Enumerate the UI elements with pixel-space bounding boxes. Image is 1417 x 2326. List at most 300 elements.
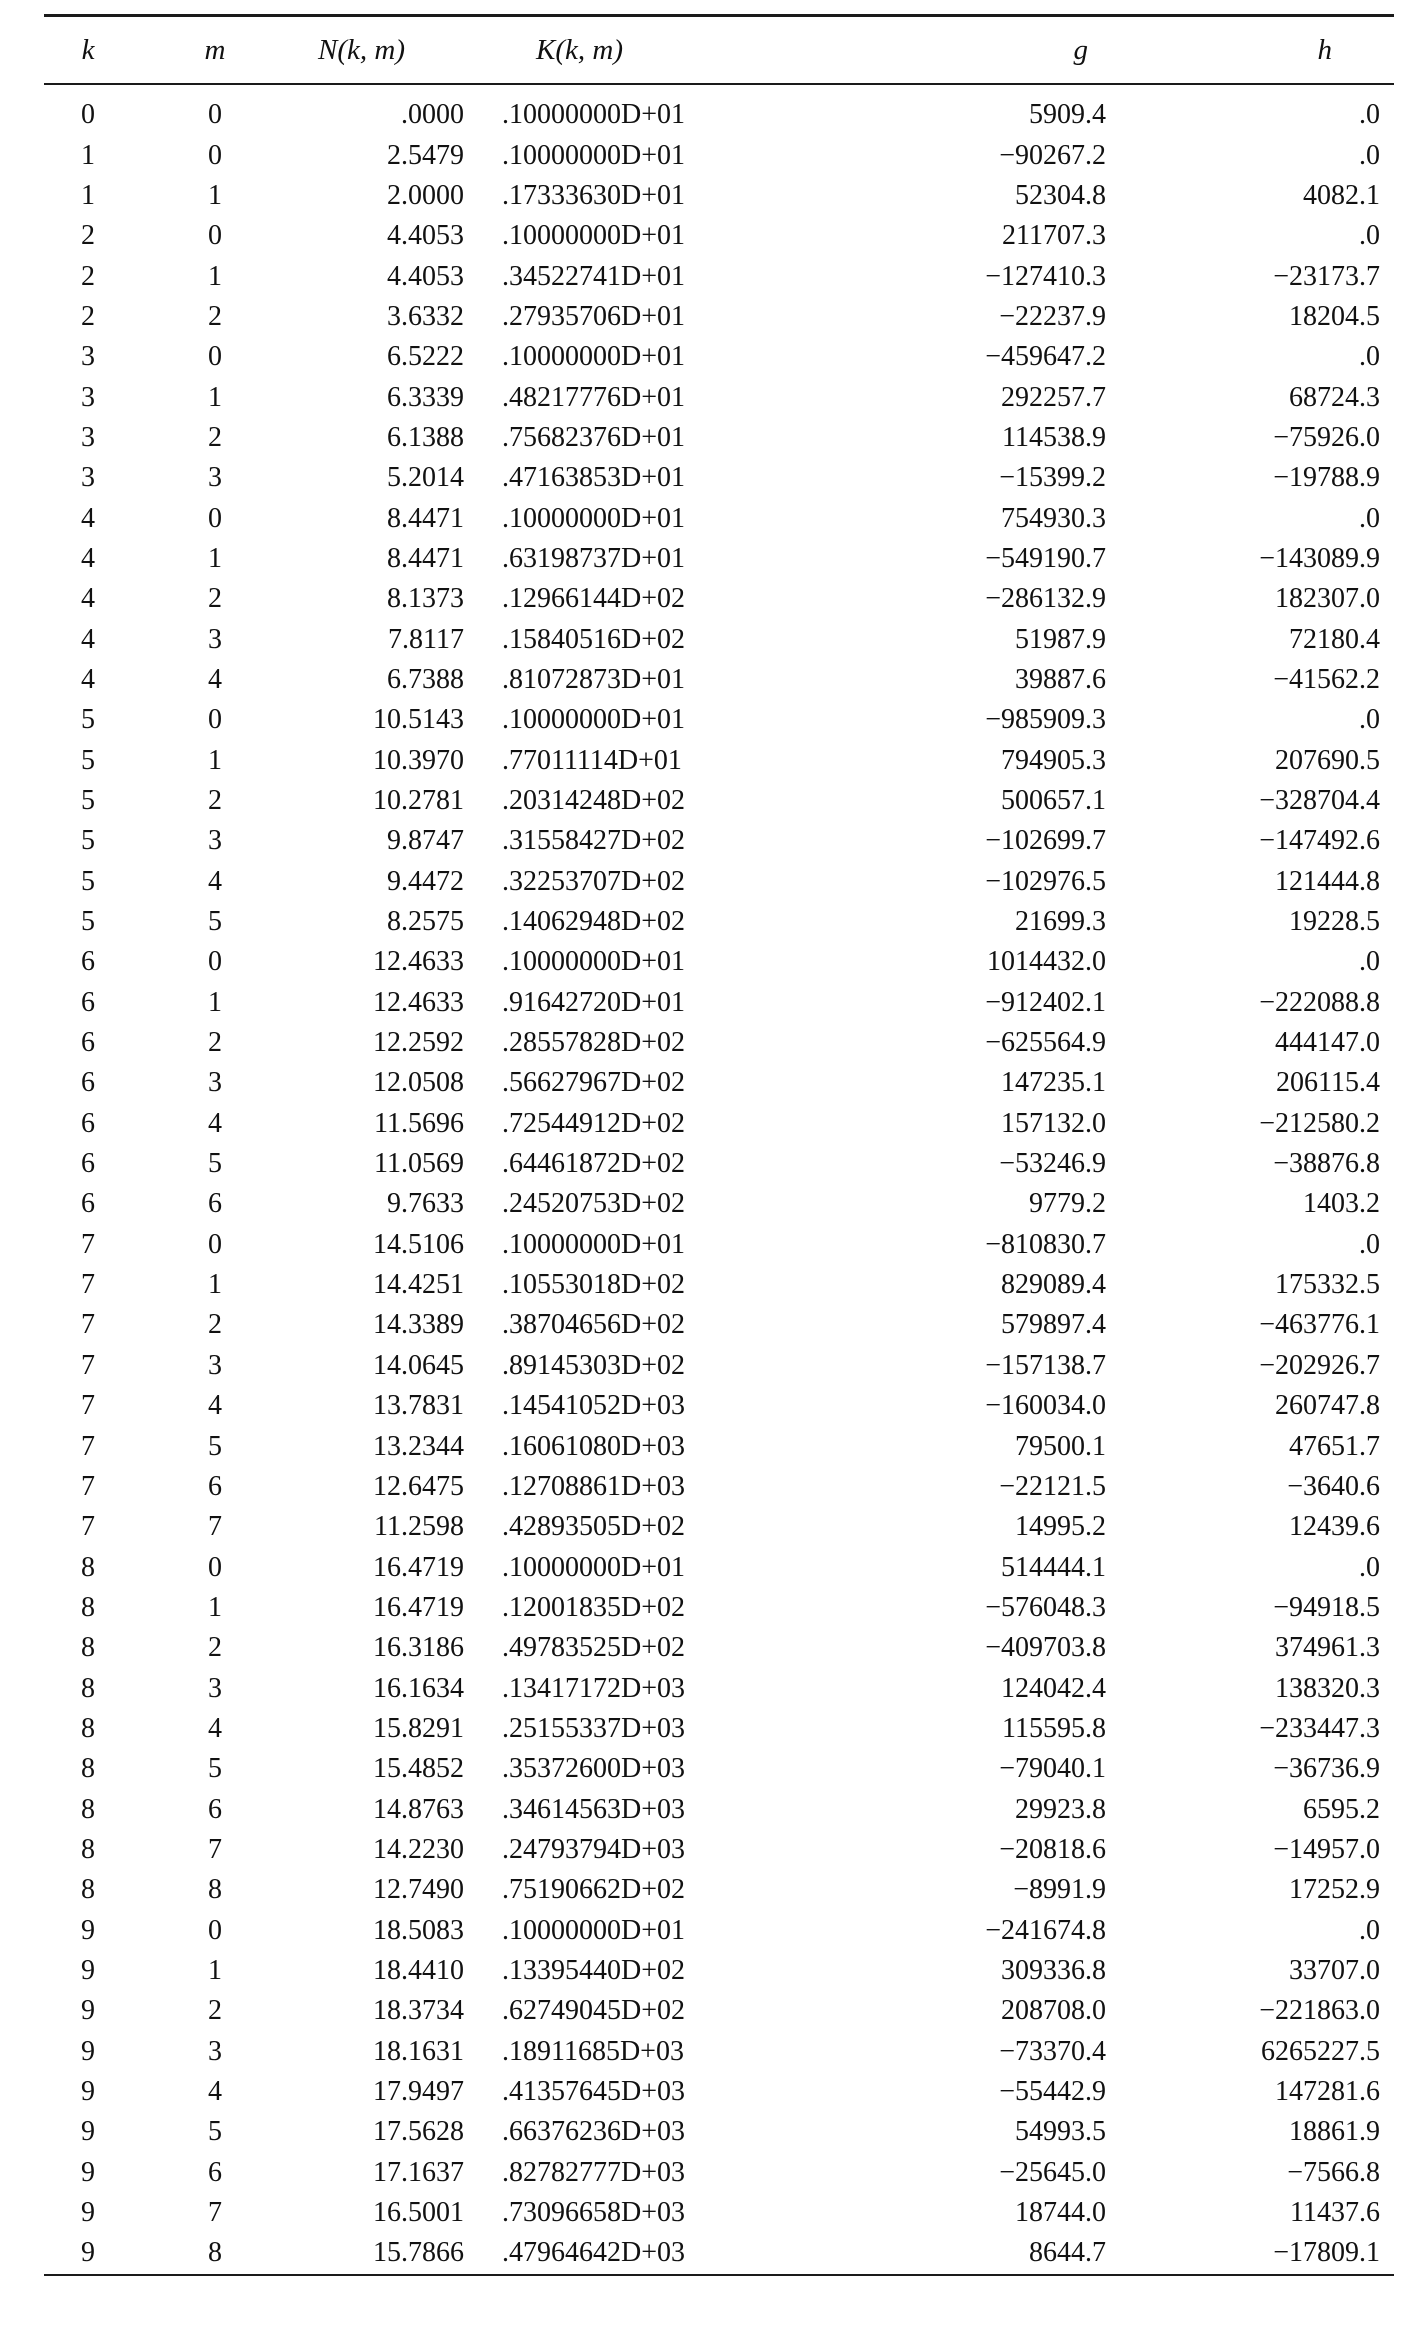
header-h: h [1317,33,1332,66]
cell-m: 8 [208,1874,222,1906]
table-row [44,2153,1394,2193]
cell-h: −23173.7 [1273,260,1380,292]
cell-kk: .12001835D+02 [502,1591,686,1623]
cell-kk: .20314248D+02 [502,785,686,817]
cell-kk: .47163853D+01 [502,462,686,494]
cell-n: 10.2781 [373,785,464,817]
cell-n: 14.8763 [373,1793,464,1825]
cell-g: 115595.8 [1002,1712,1106,1744]
cell-kk: .10000000D+01 [502,1551,686,1583]
table-row [44,297,1394,337]
cell-n: 14.0645 [373,1349,464,1381]
cell-h: 175332.5 [1275,1269,1380,1301]
cell-h: 72180.4 [1289,623,1380,655]
cell-n: 14.4251 [373,1269,464,1301]
cell-kk: .16061080D+03 [502,1430,686,1462]
cell-m: 5 [208,1753,222,1785]
cell-n: 4.4053 [387,260,464,292]
table-row [44,1507,1394,1547]
table-row [44,1305,1394,1345]
cell-n: 8.4471 [387,502,464,534]
table-row [44,498,1394,538]
cell-g: −157138.7 [985,1349,1106,1381]
cell-g: −576048.3 [985,1591,1106,1623]
cell-m: 1 [208,260,222,292]
cell-g: −55442.9 [999,2076,1106,2108]
table-row [44,1063,1394,1103]
table-row [44,1426,1394,1466]
cell-n: 16.4719 [373,1591,464,1623]
cell-k: 9 [81,2156,95,2188]
cell-h: .0 [1359,99,1380,131]
table-row [44,821,1394,861]
cell-h: .0 [1359,341,1380,373]
cell-g: −102976.5 [985,865,1106,897]
cell-m: 5 [208,1430,222,1462]
cell-m: 1 [208,542,222,574]
cell-h: −328704.4 [1259,785,1380,817]
cell-kk: .25155337D+03 [502,1712,686,1744]
cell-m: 3 [208,1349,222,1381]
cell-m: 5 [208,2116,222,2148]
cell-m: 2 [208,300,222,332]
table-row [44,579,1394,619]
cell-kk: .10000000D+01 [502,99,686,131]
cell-h: .0 [1359,502,1380,534]
cell-h: 4082.1 [1303,179,1380,211]
cell-k: 4 [81,663,95,695]
cell-m: 3 [208,1672,222,1704]
cell-g: 124042.4 [1001,1672,1106,1704]
cell-m: 1 [208,1269,222,1301]
table-row [44,83,1394,135]
cell-k: 6 [81,946,95,978]
cell-n: 17.5628 [373,2116,464,2148]
cell-n: 18.3734 [373,1995,464,2027]
cell-k: 5 [81,825,95,857]
cell-g: −53246.9 [999,1148,1106,1180]
table-row [44,1668,1394,1708]
cell-n: 11.2598 [374,1511,464,1543]
cell-h: −463776.1 [1259,1309,1380,1341]
cell-n: 12.0508 [373,1067,464,1099]
cell-kk: .18911685D+03 [502,2035,684,2067]
cell-kk: .10000000D+01 [502,1914,686,1946]
cell-m: 4 [208,865,222,897]
cell-h: .0 [1359,1551,1380,1583]
cell-h: 147281.6 [1275,2076,1380,2108]
header-kk: K(k, m) [536,33,623,66]
cell-h: −19788.9 [1273,462,1380,494]
table-row [44,1830,1394,1870]
cell-k: 2 [81,220,95,252]
cell-n: 8.1373 [387,583,464,615]
cell-kk: .35372600D+03 [502,1753,686,1785]
cell-k: 6 [81,1188,95,1220]
cell-g: −73370.4 [999,2035,1106,2067]
cell-kk: .34614563D+03 [502,1793,686,1825]
cell-m: 0 [208,139,222,171]
cell-n: 9.8747 [387,825,464,857]
cell-g: 9779.2 [1029,1188,1106,1220]
cell-kk: .12708861D+03 [502,1470,686,1502]
cell-k: 2 [81,260,95,292]
cell-h: 17252.9 [1289,1874,1380,1906]
cell-n: 16.5001 [373,2197,464,2229]
cell-m: 5 [208,906,222,938]
cell-kk: .81072873D+01 [502,663,686,695]
cell-m: 0 [208,1551,222,1583]
cell-g: 8644.7 [1029,2237,1106,2269]
cell-g: 39887.6 [1015,663,1106,695]
cell-g: −241674.8 [985,1914,1106,1946]
table-row [44,1265,1394,1305]
cell-h: .0 [1359,1228,1380,1260]
cell-n: 8.4471 [387,542,464,574]
cell-kk: .89145303D+02 [502,1349,686,1381]
cell-h: 18861.9 [1289,2116,1380,2148]
cell-h: .0 [1359,704,1380,736]
cell-g: −8991.9 [1013,1874,1106,1906]
cell-m: 2 [208,1027,222,1059]
cell-n: 16.4719 [373,1551,464,1583]
cell-h: −94918.5 [1273,1591,1380,1623]
cell-kk: .72544912D+02 [502,1107,686,1139]
table-row [44,2193,1394,2233]
table-row [44,1144,1394,1184]
cell-k: 4 [81,623,95,655]
table-row [44,1588,1394,1628]
cell-k: 9 [81,2197,95,2229]
header-n: N(k, m) [318,33,405,66]
cell-n: 17.9497 [373,2076,464,2108]
cell-k: 1 [81,139,95,171]
cell-m: 0 [208,502,222,534]
cell-n: 15.4852 [373,1753,464,1785]
cell-k: 8 [81,1753,95,1785]
cell-k: 5 [81,865,95,897]
cell-kk: .62749045D+02 [502,1995,686,2027]
cell-m: 8 [208,2237,222,2269]
table-row [44,1628,1394,1668]
cell-n: 5.2014 [387,462,464,494]
cell-k: 6 [81,986,95,1018]
cell-k: 7 [81,1228,95,1260]
cell-k: 3 [81,381,95,413]
cell-n: 15.8291 [373,1712,464,1744]
table-row [44,1749,1394,1789]
cell-m: 4 [208,1390,222,1422]
cell-h: −222088.8 [1259,986,1380,1018]
table-row [44,700,1394,740]
cell-m: 1 [208,1954,222,1986]
cell-n: 12.6475 [373,1470,464,1502]
cell-n: 9.4472 [387,865,464,897]
cell-m: 2 [208,1309,222,1341]
cell-k: 8 [81,1833,95,1865]
cell-m: 0 [208,1228,222,1260]
cell-g: −160034.0 [985,1390,1106,1422]
cell-kk: .27935706D+01 [502,300,686,332]
table-row [44,2072,1394,2112]
cell-g: 5909.4 [1029,99,1106,131]
cell-n: .0000 [401,99,464,131]
cell-m: 1 [208,179,222,211]
cell-h: 18204.5 [1289,300,1380,332]
cell-n: 2.0000 [387,179,464,211]
cell-m: 1 [208,986,222,1018]
cell-g: 794905.3 [1001,744,1106,776]
cell-n: 15.7866 [373,2237,464,2269]
table-row [44,256,1394,296]
cell-kk: .10000000D+01 [502,139,686,171]
cell-m: 3 [208,623,222,655]
cell-g: 579897.4 [1001,1309,1106,1341]
cell-h: 206115.4 [1276,1067,1380,1099]
cell-kk: .66376236D+03 [502,2116,686,2148]
table-row [44,1104,1394,1144]
cell-g: −25645.0 [999,2156,1106,2188]
cell-kk: .10000000D+01 [502,341,686,373]
cell-g: −22121.5 [999,1470,1106,1502]
cell-g: −985909.3 [985,704,1106,736]
cell-g: 1014432.0 [987,946,1106,978]
cell-kk: .13417172D+03 [502,1672,686,1704]
cell-h: 182307.0 [1275,583,1380,615]
cell-m: 0 [208,99,222,131]
cell-k: 7 [81,1349,95,1381]
table-row [44,539,1394,579]
cell-k: 6 [81,1067,95,1099]
cell-h: −41562.2 [1273,663,1380,695]
cell-g: 79500.1 [1015,1430,1106,1462]
table-row [44,176,1394,216]
cell-h: 6595.2 [1303,1793,1380,1825]
cell-h: .0 [1359,220,1380,252]
cell-g: −102699.7 [985,825,1106,857]
cell-n: 4.4053 [387,220,464,252]
cell-g: −625564.9 [985,1027,1106,1059]
cell-n: 18.5083 [373,1914,464,1946]
cell-kk: .49783525D+02 [502,1632,686,1664]
cell-m: 1 [208,744,222,776]
cell-h: −212580.2 [1259,1107,1380,1139]
cell-h: .0 [1359,946,1380,978]
cell-n: 11.0569 [374,1148,464,1180]
cell-h: 11437.6 [1290,2197,1380,2229]
cell-h: .0 [1359,139,1380,171]
cell-k: 5 [81,704,95,736]
cell-h: 121444.8 [1275,865,1380,897]
cell-g: 51987.9 [1015,623,1106,655]
cell-kk: .28557828D+02 [502,1027,686,1059]
cell-kk: .48217776D+01 [502,381,686,413]
cell-m: 2 [208,1995,222,2027]
cell-k: 9 [81,1914,95,1946]
header-k: k [81,33,95,66]
cell-g: 829089.4 [1001,1269,1106,1301]
cell-h: .0 [1359,1914,1380,1946]
table-row [44,135,1394,175]
cell-g: −459647.2 [985,341,1106,373]
cell-g: 54993.5 [1015,2116,1106,2148]
table-row [44,660,1394,700]
table-row [44,337,1394,377]
cell-g: 754930.3 [1001,502,1106,534]
cell-kk: .15840516D+02 [502,623,686,655]
cell-n: 10.3970 [373,744,464,776]
cell-n: 12.7490 [373,1874,464,1906]
cell-h: 33707.0 [1289,1954,1380,1986]
cell-g: 114538.9 [1002,421,1106,453]
cell-kk: .24793794D+03 [502,1833,686,1865]
cell-kk: .14062948D+02 [502,906,686,938]
cell-m: 4 [208,1712,222,1744]
cell-kk: .10000000D+01 [502,704,686,736]
cell-n: 12.2592 [373,1027,464,1059]
cell-n: 11.5696 [374,1107,464,1139]
cell-n: 16.3186 [373,1632,464,1664]
cell-m: 3 [208,462,222,494]
cell-k: 4 [81,583,95,615]
cell-h: 374961.3 [1275,1632,1380,1664]
table-row [44,1346,1394,1386]
cell-n: 14.5106 [373,1228,464,1260]
header-row [44,17,1394,83]
table-row [44,942,1394,982]
table-row [44,2233,1394,2273]
cell-kk: .10000000D+01 [502,220,686,252]
cell-k: 9 [81,2116,95,2148]
cell-g: −810830.7 [985,1228,1106,1260]
cell-g: 157132.0 [1001,1107,1106,1139]
cell-kk: .64461872D+02 [502,1148,686,1180]
cell-k: 3 [81,421,95,453]
cell-m: 5 [208,1148,222,1180]
header-g: g [1073,33,1088,66]
cell-kk: .47964642D+03 [502,2237,686,2269]
cell-m: 0 [208,1914,222,1946]
cell-k: 9 [81,2035,95,2067]
cell-h: −38876.8 [1273,1148,1380,1180]
cell-k: 9 [81,2076,95,2108]
cell-kk: .63198737D+01 [502,542,686,574]
cell-g: −22237.9 [999,300,1106,332]
cell-n: 10.5143 [373,704,464,736]
cell-m: 4 [208,2076,222,2108]
table-row [44,1184,1394,1224]
cell-g: 18744.0 [1015,2197,1106,2229]
cell-kk: .12966144D+02 [502,583,686,615]
cell-n: 9.7633 [387,1188,464,1220]
cell-kk: .32253707D+02 [502,865,686,897]
table-row [44,377,1394,417]
cell-kk: .10000000D+01 [502,502,686,534]
table-row [44,2112,1394,2152]
cell-m: 2 [208,1632,222,1664]
cell-k: 9 [81,1995,95,2027]
table-row [44,418,1394,458]
table-row [44,1225,1394,1265]
cell-h: −202926.7 [1259,1349,1380,1381]
cell-k: 1 [81,179,95,211]
table-row [44,458,1394,498]
table-row [44,1951,1394,1991]
cell-k: 8 [81,1551,95,1583]
coefficient-table-container [44,14,1394,2276]
cell-m: 7 [208,2197,222,2229]
cell-h: −17809.1 [1273,2237,1380,2269]
cell-n: 12.4633 [373,946,464,978]
cell-kk: .10000000D+01 [502,946,686,978]
cell-n: 13.2344 [373,1430,464,1462]
table-row [44,1023,1394,1063]
cell-h: −14957.0 [1273,1833,1380,1865]
cell-kk: .38704656D+02 [502,1309,686,1341]
cell-n: 14.2230 [373,1833,464,1865]
cell-g: −79040.1 [999,1753,1106,1785]
cell-k: 8 [81,1793,95,1825]
cell-g: 500657.1 [1001,785,1106,817]
cell-k: 6 [81,1027,95,1059]
cell-m: 7 [208,1511,222,1543]
cell-g: 29923.8 [1015,1793,1106,1825]
cell-n: 7.8117 [388,623,464,655]
cell-g: 21699.3 [1015,906,1106,938]
cell-g: −90267.2 [999,139,1106,171]
cell-n: 18.4410 [373,1954,464,1986]
cell-m: 1 [208,1591,222,1623]
cell-k: 8 [81,1712,95,1744]
bottom-rule [44,2274,1394,2276]
table-row [44,216,1394,256]
cell-k: 4 [81,502,95,534]
cell-h: −143089.9 [1259,542,1380,574]
cell-m: 2 [208,583,222,615]
table-body [44,83,1394,2274]
table-row [44,1870,1394,1910]
cell-kk: .24520753D+02 [502,1188,686,1220]
cell-k: 5 [81,906,95,938]
cell-k: 7 [81,1269,95,1301]
cell-m: 3 [208,825,222,857]
cell-g: −15399.2 [999,462,1106,494]
cell-n: 3.6332 [387,300,464,332]
cell-m: 6 [208,1793,222,1825]
cell-g: 292257.7 [1001,381,1106,413]
cell-h: 207690.5 [1275,744,1380,776]
cell-g: −912402.1 [985,986,1106,1018]
cell-n: 14.3389 [373,1309,464,1341]
cell-kk: .10553018D+02 [502,1269,686,1301]
table-row [44,2032,1394,2072]
cell-m: 0 [208,220,222,252]
cell-g: −549190.7 [985,542,1106,574]
header-rule [44,83,1394,85]
cell-kk: .17333630D+01 [502,179,686,211]
cell-h: 47651.7 [1289,1430,1380,1462]
cell-m: 4 [208,1107,222,1139]
cell-m: 0 [208,946,222,978]
table-row [44,1709,1394,1749]
table-row [44,1547,1394,1587]
cell-kk: .82782777D+03 [502,2156,686,2188]
cell-m: 4 [208,663,222,695]
cell-k: 3 [81,462,95,494]
cell-h: −36736.9 [1273,1753,1380,1785]
table-row [44,741,1394,781]
cell-k: 7 [81,1309,95,1341]
